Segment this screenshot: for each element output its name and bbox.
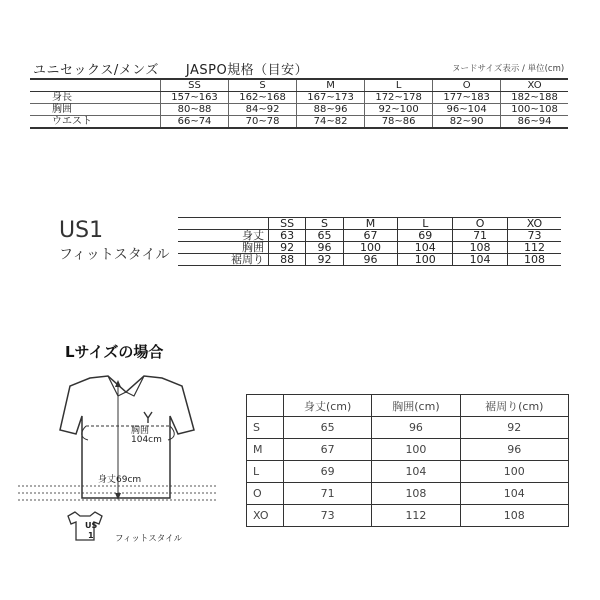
table-cell: 67 — [284, 439, 372, 461]
table-cell: 82~90 — [433, 116, 501, 129]
column-header: 身丈(cm) — [284, 395, 372, 417]
chest-value: 104cm — [131, 435, 162, 445]
table-cell: 104 — [460, 483, 568, 505]
table-cell: 167~173 — [297, 92, 365, 104]
table-cell: 88~96 — [297, 104, 365, 116]
size-header: S — [306, 218, 343, 230]
size-header: O — [433, 79, 501, 92]
table-cell: 108 — [507, 254, 561, 266]
table-cell: 65 — [306, 230, 343, 242]
us1-title: US1 — [59, 218, 104, 243]
size-header: O — [453, 218, 508, 230]
row-label: 胸囲 — [178, 242, 269, 254]
table-cell: 100 — [460, 461, 568, 483]
table-header-row — [247, 395, 569, 417]
table-cell: 92 — [269, 242, 306, 254]
size-header: L — [398, 218, 453, 230]
shirt-diagram — [18, 360, 238, 560]
table-cell: 104 — [372, 461, 460, 483]
table-cell: 92 — [460, 417, 568, 439]
size-cell: XO — [247, 505, 284, 527]
table-cell: 100~108 — [501, 104, 568, 116]
size-cell: S — [247, 417, 284, 439]
size-header: XO — [507, 218, 561, 230]
header-blank — [247, 395, 284, 417]
length-label: 身丈69cm — [98, 475, 142, 485]
table-cell: 70~78 — [229, 116, 297, 129]
table-row — [247, 505, 569, 527]
table-cell: 96 — [372, 417, 460, 439]
unit-note: ヌードサイズ表示 / 単位(cm) — [452, 64, 565, 74]
table-cell: 104 — [398, 242, 453, 254]
badge-number: 1 — [88, 531, 94, 540]
l-size-table — [246, 394, 569, 527]
size-header: XO — [501, 79, 568, 92]
table-cell: 157~163 — [161, 92, 229, 104]
l-size-title: Lサイズの場合 — [65, 343, 164, 361]
table-cell: 108 — [453, 242, 508, 254]
table-header-row — [178, 218, 561, 230]
badge-us-text: US — [85, 521, 98, 530]
column-header: 胸囲(cm) — [372, 395, 460, 417]
jaspo-title: ユニセックス/メンズ JASPO規格（目安） — [33, 63, 309, 78]
table-cell: 80~88 — [161, 104, 229, 116]
fit-style-label: フィットスタイル — [115, 534, 183, 544]
table-cell: 86~94 — [501, 116, 568, 129]
table-cell: 67 — [343, 230, 398, 242]
table-row — [178, 254, 561, 266]
table-cell: 104 — [453, 254, 508, 266]
table-cell: 63 — [269, 230, 306, 242]
table-cell: 78~86 — [365, 116, 433, 129]
table-cell: 69 — [398, 230, 453, 242]
table-cell: 92 — [306, 254, 343, 266]
table-cell: 66~74 — [161, 116, 229, 129]
table-cell: 112 — [372, 505, 460, 527]
table-row — [247, 461, 569, 483]
size-header: SS — [269, 218, 306, 230]
table-cell: 71 — [284, 483, 372, 505]
table-cell: 108 — [372, 483, 460, 505]
row-label: 胸囲 — [30, 104, 161, 116]
size-header: SS — [161, 79, 229, 92]
table-cell: 65 — [284, 417, 372, 439]
size-header: M — [343, 218, 398, 230]
table-cell: 96 — [460, 439, 568, 461]
table-cell: 84~92 — [229, 104, 297, 116]
table-cell: 69 — [284, 461, 372, 483]
table-cell: 100 — [398, 254, 453, 266]
table-row — [178, 230, 561, 242]
row-label: ウエスト — [30, 116, 161, 129]
chest-label: 胸囲 — [131, 426, 150, 436]
header-blank — [178, 218, 269, 230]
table-cell: 108 — [460, 505, 568, 527]
table-cell: 92~100 — [365, 104, 433, 116]
table-cell: 100 — [343, 242, 398, 254]
table-row — [178, 242, 561, 254]
table-cell: 88 — [269, 254, 306, 266]
table-cell: 73 — [284, 505, 372, 527]
size-cell: M — [247, 439, 284, 461]
table-row — [247, 439, 569, 461]
size-header: S — [229, 79, 297, 92]
table-cell: 74~82 — [297, 116, 365, 129]
table-cell: 96 — [343, 254, 398, 266]
table-cell: 162~168 — [229, 92, 297, 104]
table-row — [30, 116, 568, 129]
table-cell: 100 — [372, 439, 460, 461]
table-cell: 172~178 — [365, 92, 433, 104]
table-row — [247, 483, 569, 505]
row-label: 裾周り — [178, 254, 269, 266]
table-cell: 96~104 — [433, 104, 501, 116]
table-cell: 71 — [453, 230, 508, 242]
table-cell: 73 — [507, 230, 561, 242]
table-header-row — [30, 79, 568, 92]
size-cell: O — [247, 483, 284, 505]
table-cell: 96 — [306, 242, 343, 254]
size-header: L — [365, 79, 433, 92]
row-label: 身長 — [30, 92, 161, 104]
size-header: M — [297, 79, 365, 92]
table-cell: 112 — [507, 242, 561, 254]
header-blank — [30, 79, 161, 92]
table-row — [30, 92, 568, 104]
size-cell: L — [247, 461, 284, 483]
us1-size-table — [178, 217, 561, 266]
table-row — [247, 417, 569, 439]
jaspo-size-table — [30, 78, 568, 129]
fit-style-subtitle: フィットスタイル — [59, 247, 170, 263]
row-label: 身丈 — [178, 230, 269, 242]
column-header: 裾周り(cm) — [460, 395, 568, 417]
table-cell: 182~188 — [501, 92, 568, 104]
table-row — [30, 104, 568, 116]
table-cell: 177~183 — [433, 92, 501, 104]
